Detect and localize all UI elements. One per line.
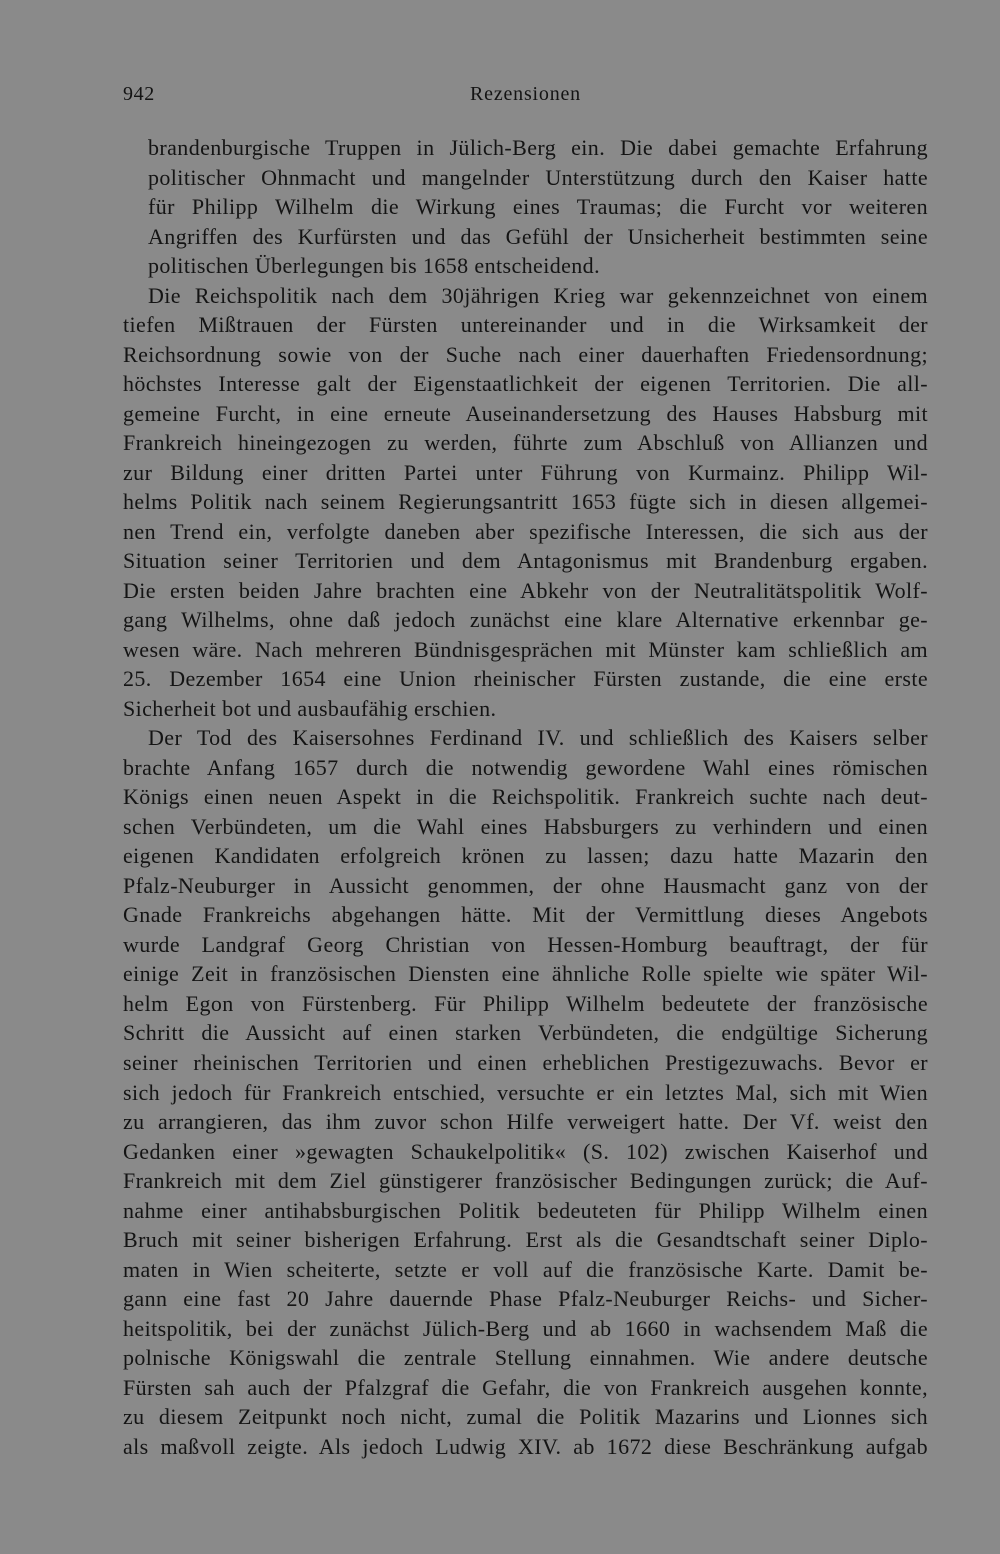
text-line: heitspolitik, bei der zunächst Jülich-Berg und ab 1660 in wachsendem Maß die <box>123 1315 928 1341</box>
paragraph <box>123 133 928 281</box>
text-line: 25. Dezember 1654 eine Union rheinischer Fürsten zustande, die eine erste <box>123 666 928 692</box>
text-line: Pfalz-Neuburger in Aussicht genommen, der ohne Hausmacht ganz von der <box>123 872 928 898</box>
text-line: politischen Überlegungen bis 1658 entscheidend. <box>148 253 600 279</box>
text-line: zu arrangieren, das ihm zuvor schon Hilfe verweigert hatte. Der Vf. weist den <box>123 1109 928 1135</box>
page-number: 942 <box>123 83 155 105</box>
text-line: maten in Wien scheiterte, setzte er voll auf die französische Karte. Damit be- <box>123 1256 928 1282</box>
text-line: sich jedoch für Frankreich entschied, versuchte er ein letztes Mal, sich mit Wien <box>123 1079 928 1105</box>
text-line: tiefen Mißtrauen der Fürsten untereinander und in die Wirksamkeit der <box>123 312 928 338</box>
text-line: Die Reichspolitik nach dem 30jährigen Krieg war gekennzeichnet von einem <box>148 282 928 308</box>
text-line: zu diesem Zeitpunkt noch nicht, zumal die Politik Mazarins und Lionnes sich <box>123 1404 928 1430</box>
text-line: nen Trend ein, verfolgte daneben aber spezifische Interessen, die sich aus der <box>123 518 928 544</box>
text-line: gang Wilhelms, ohne daß jedoch zunächst eine klare Alternative erkennbar ge- <box>123 607 928 633</box>
paragraph <box>123 281 928 724</box>
text-line: brandenburgische Truppen in Jülich-Berg ein. Die dabei gemachte Erfahrung <box>148 135 928 160</box>
text-line: Königs einen neuen Aspekt in die Reichspolitik. Frankreich suchte nach deut- <box>123 784 928 810</box>
text-line: helms Politik nach seinem Regierungsantritt 1653 fügte sich in diesen allgemei- <box>123 489 928 515</box>
text-line: Situation seiner Territorien und dem Antagonismus mit Brandenburg ergaben. <box>123 548 928 574</box>
text-line: eigenen Kandidaten erfolgreich krönen zu lassen; dazu hatte Mazarin den <box>123 843 928 869</box>
running-title: Rezensionen <box>470 83 581 105</box>
body-text <box>123 133 928 1461</box>
text-line: Reichsordnung sowie von der Suche nach einer dauerhaften Friedensordnung; <box>123 341 928 367</box>
paragraph <box>123 723 928 1461</box>
text-line: als maßvoll zeigte. Als jedoch Ludwig XIV. ab 1672 diese Beschränkung aufgab <box>123 1433 928 1459</box>
text-line: Schritt die Aussicht auf einen starken Verbündeten, die endgültige Sicherung <box>123 1020 928 1046</box>
text-line: schen Verbündeten, um die Wahl eines Habsburgers zu verhindern und einen <box>123 813 928 839</box>
text-line: brachte Anfang 1657 durch die notwendig gewordene Wahl eines römischen <box>123 754 928 780</box>
text-line: Die ersten beiden Jahre brachten eine Abkehr von der Neutralitätspolitik Wolf- <box>123 577 928 603</box>
text-line: Sicherheit bot und ausbaufähig erschien. <box>123 695 497 721</box>
text-line: Angriffen des Kurfürsten und das Gefühl der Unsicherheit bestimmten seine <box>148 223 928 249</box>
text-line: zur Bildung einer dritten Partei unter Führung von Kurmainz. Philipp Wil- <box>123 459 928 485</box>
text-line: wurde Landgraf Georg Christian von Hessen-Homburg beauftragt, der für <box>123 931 928 957</box>
text-line: höchstes Interesse galt der Eigenstaatlichkeit der eigenen Territorien. Die all- <box>123 371 928 397</box>
text-line: Bruch mit seiner bisherigen Erfahrung. Erst als die Gesandtschaft seiner Diplo- <box>123 1227 928 1253</box>
text-line: gann eine fast 20 Jahre dauernde Phase Pfalz-Neuburger Reichs- und Sicher- <box>123 1286 928 1312</box>
text-line: polnische Königswahl die zentrale Stellung einnahmen. Wie andere deutsche <box>123 1345 928 1371</box>
text-line: wesen wäre. Nach mehreren Bündnisgesprächen mit Münster kam schließlich am <box>123 636 928 662</box>
text-line: Der Tod des Kaisersohnes Ferdinand IV. und schließlich des Kaisers selber <box>148 725 928 751</box>
text-line: für Philipp Wilhelm die Wirkung eines Traumas; die Furcht vor weiteren <box>148 194 928 220</box>
running-head <box>123 81 928 107</box>
text-line: gemeine Furcht, in eine erneute Auseinandersetzung des Hauses Habsburg mit <box>123 400 928 426</box>
text-line: einige Zeit in französischen Diensten eine ähnliche Rolle spielte wie später Wil- <box>123 961 928 987</box>
text-line: seiner rheinischen Territorien und einen erheblichen Prestigezuwachs. Bevor er <box>123 1049 928 1075</box>
text-line: Gedanken einer »gewagten Schaukelpolitik« (S. 102) zwischen Kaiserhof und <box>123 1138 928 1164</box>
text-line: Frankreich hineingezogen zu werden, führte zum Abschluß von Allianzen und <box>123 430 928 456</box>
text-line: Frankreich mit dem Ziel günstigerer französischer Bedingungen zurück; die Auf- <box>123 1168 928 1194</box>
text-line: helm Egon von Fürstenberg. Für Philipp Wilhelm bedeutete der französische <box>123 990 928 1016</box>
text-line: Gnade Frankreichs abgehangen hätte. Mit der Vermittlung dieses Angebots <box>123 902 928 928</box>
text-line: Fürsten sah auch der Pfalzgraf die Gefahr, die von Frankreich ausgehen konnte, <box>123 1374 928 1400</box>
text-line: politischer Ohnmacht und mangelnder Unterstützung durch den Kaiser hatte <box>148 164 928 190</box>
text-line: nahme einer antihabsburgischen Politik bedeuteten für Philipp Wilhelm einen <box>123 1197 928 1223</box>
